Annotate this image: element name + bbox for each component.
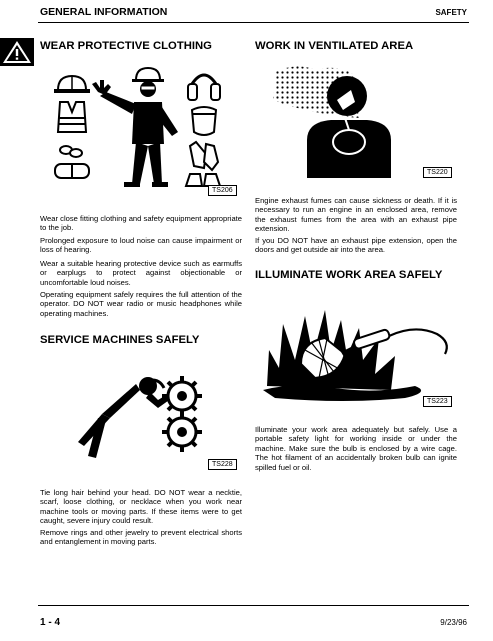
footer-rule <box>38 605 469 606</box>
protective-clothing-illustration <box>40 62 242 196</box>
figure-tag-ts228: TS228 <box>208 459 237 470</box>
exhaust-fumes-illustration <box>255 60 457 178</box>
figure-tag-ts206: TS206 <box>208 185 237 196</box>
earmuffs-icon <box>188 75 220 100</box>
ventilated-paragraph-2: If you DO NOT have an exhaust pipe extension, open the doors and get outside air into the area. <box>255 236 457 255</box>
gear-icon <box>162 376 202 416</box>
header-rule <box>38 22 469 23</box>
service-title: SERVICE MACHINES SAFELY <box>40 334 200 346</box>
service-paragraph-1: Tie long hair behind your head. DO NOT wear a necktie, scarf, loose clothing, or necklace when you work near machine tools or moving parts. If these items were to get caught, severe injury could result. <box>40 488 242 526</box>
clothing-paragraph-1: Wear close fitting clothing and safety equipment appropriate to the job. <box>40 214 242 233</box>
gear-icon <box>162 412 202 452</box>
chapter-header: SAFETY <box>435 8 467 17</box>
revision-date: 9/23/96 <box>440 618 467 627</box>
warning-triangle-icon <box>0 38 34 66</box>
face-shield-icon <box>192 107 216 135</box>
earplugs-icon <box>60 146 82 157</box>
page-number: 1 - 4 <box>40 617 61 628</box>
goggles-icon <box>55 164 89 178</box>
section-header: GENERAL INFORMATION <box>40 6 168 18</box>
worker-figure-icon <box>92 68 178 187</box>
warning-tab <box>0 38 34 66</box>
hard-hat-icon <box>54 76 90 93</box>
clothing-title: WEAR PROTECTIVE CLOTHING <box>40 40 212 52</box>
entanglement-hazard-illustration <box>40 358 242 470</box>
gloves-icon <box>190 142 218 170</box>
falling-person-icon <box>78 377 172 458</box>
figure-tag-ts220: TS220 <box>423 167 452 178</box>
clothing-paragraph-2: Prolonged exposure to loud noise can cause impairment or loss of hearing. <box>40 236 242 255</box>
work-light-illustration <box>255 294 457 404</box>
clothing-paragraph-4: Operating equipment safely requires the full attention of the operator. DO NOT wear radio or music headphones while operating machines. <box>40 290 242 318</box>
ventilated-paragraph-1: Engine exhaust fumes can cause sickness or death. If it is necessary to run an engine in an enclosed area, remove the exhaust fumes from the area with an exhaust pipe extension. <box>255 196 457 234</box>
figure-tag-ts223: TS223 <box>423 396 452 407</box>
illuminate-title: ILLUMINATE WORK AREA SAFELY <box>255 269 443 281</box>
illuminate-paragraph-1: Illuminate your work area adequately but safely. Use a portable safety light for working inside or under the machine. Make sure the bulb is enclosed by a wire cage. The hot filament of an accidentally broken bulb can ignite spilled fuel or oil. <box>255 425 457 472</box>
clothing-paragraph-3: Wear a suitable hearing protective device such as earmuffs or earplugs to protect against objectionable or uncomfortable loud noises. <box>40 259 242 287</box>
ventilated-title: WORK IN VENTILATED AREA <box>255 40 414 52</box>
service-paragraph-2: Remove rings and other jewelry to prevent electrical shorts and entanglement in moving parts. <box>40 528 242 547</box>
safety-vest-icon <box>58 102 86 132</box>
